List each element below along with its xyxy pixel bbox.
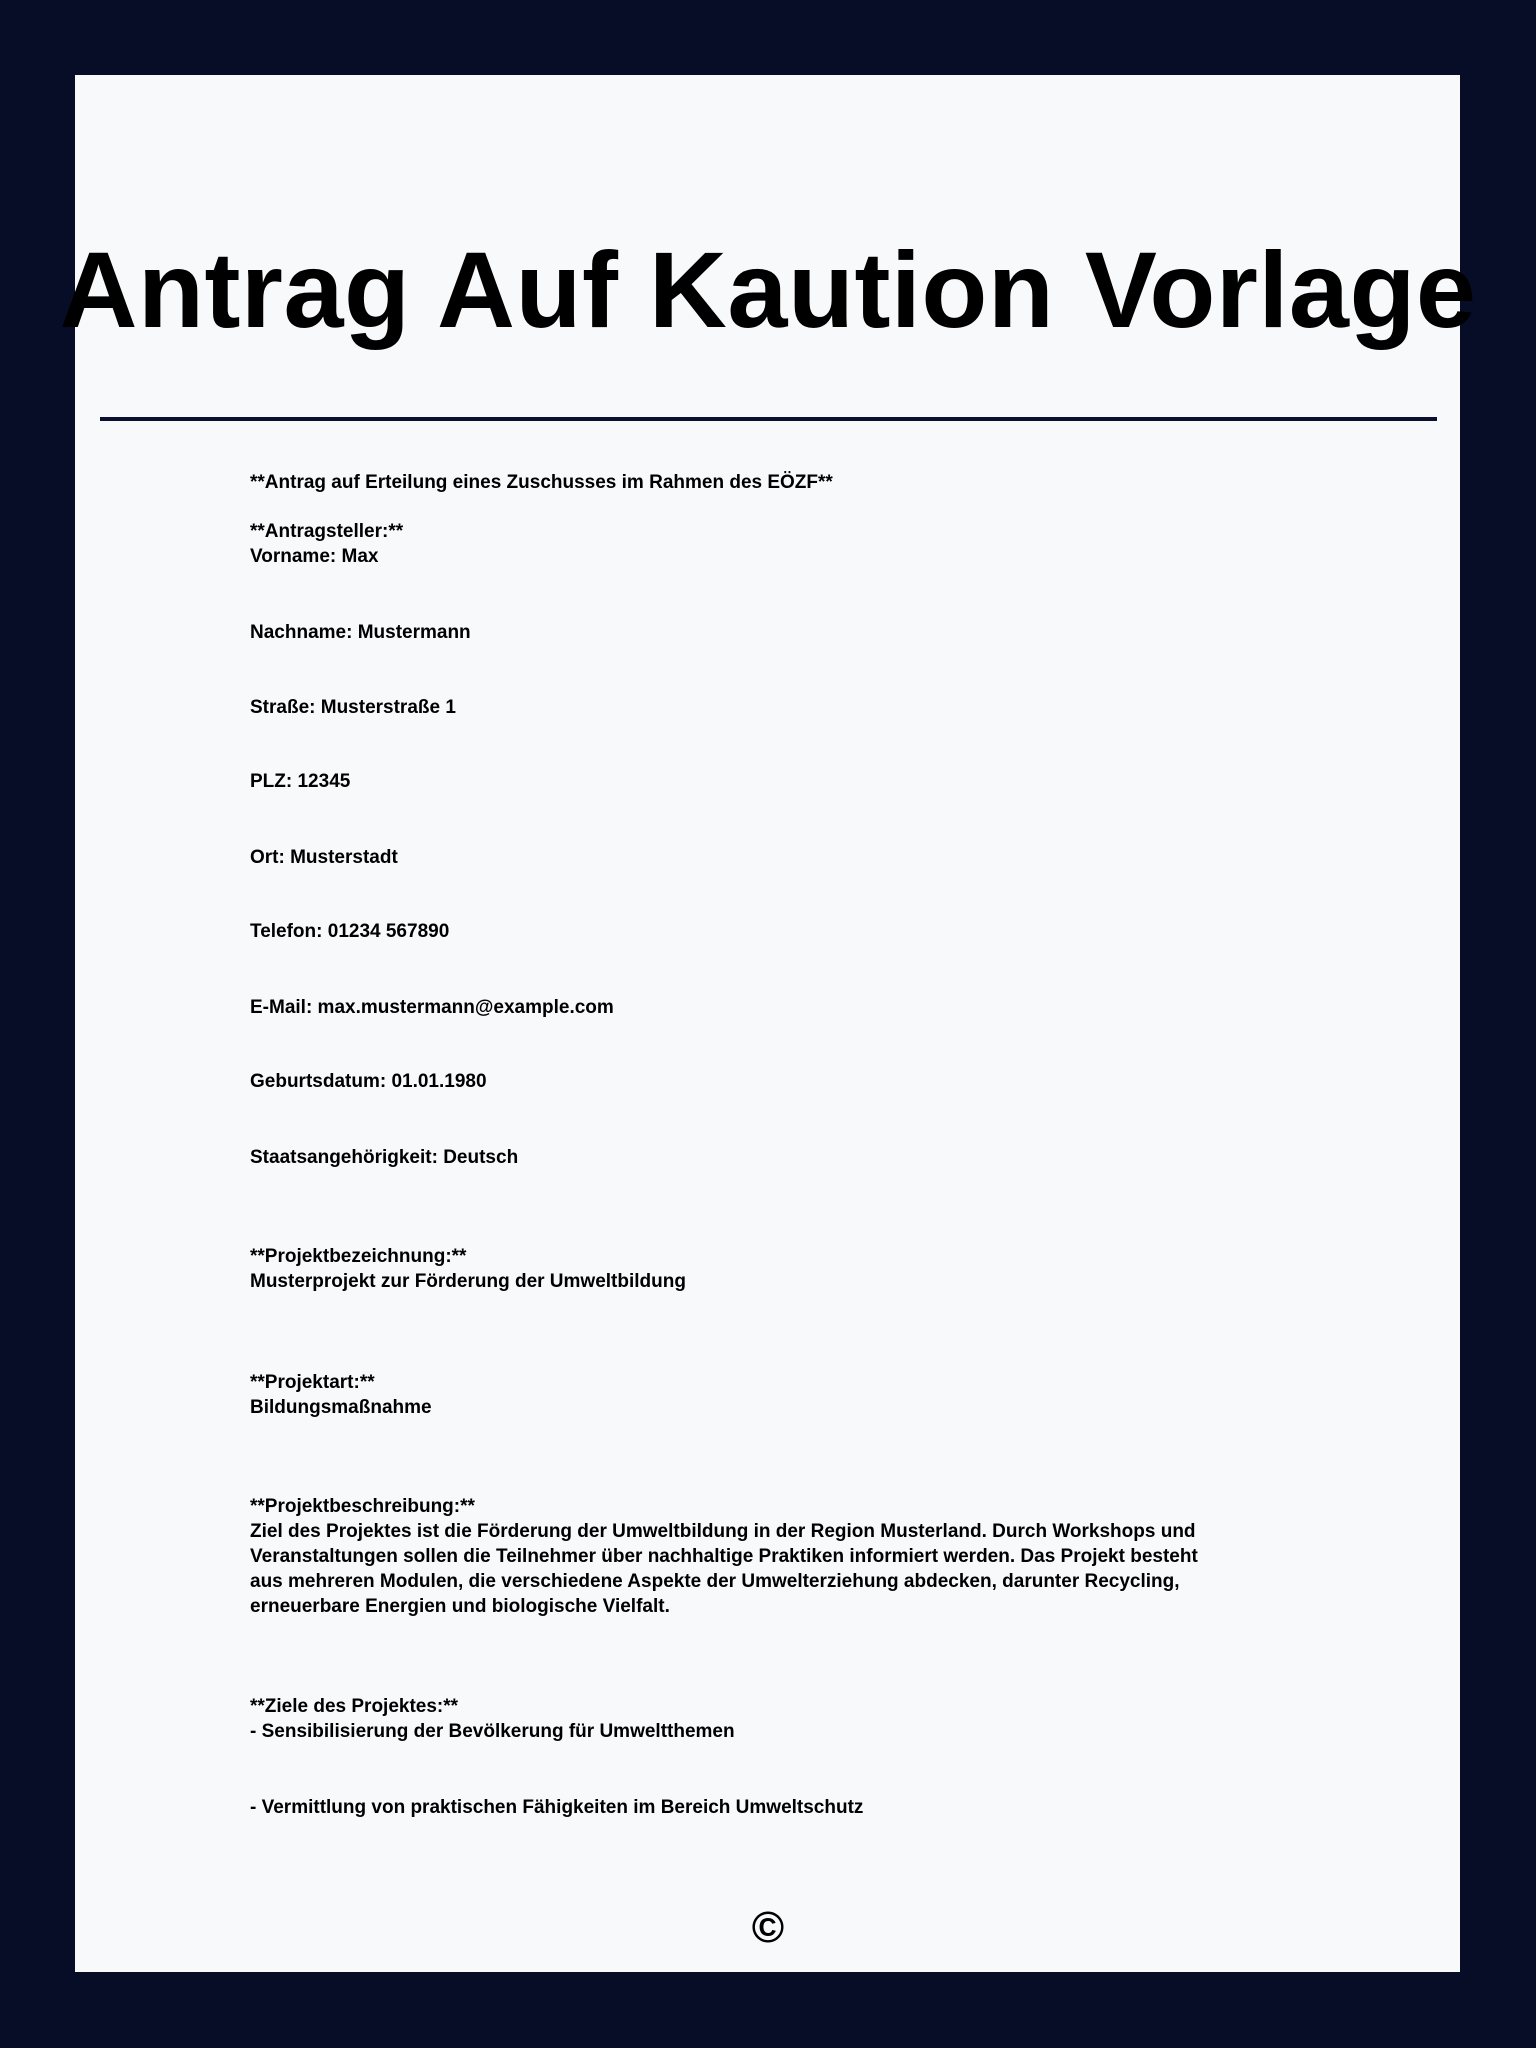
- project-description-section: [250, 1494, 1290, 1619]
- project-name-label: **Projektbezeichnung:**: [250, 1246, 467, 1267]
- description-line: aus mehreren Modulen, die verschiedene Aspekte der Umwelterziehung abdecken, darunter Recycling,: [250, 1571, 1180, 1592]
- field-birthdate: Geburtsdatum: 01.01.1980: [250, 1071, 487, 1092]
- document-heading: **Antrag auf Erteilung eines Zuschusses im Rahmen des EÖZF**: [250, 472, 833, 493]
- description-line: erneuerbare Energien und biologische Vielfalt.: [250, 1596, 670, 1617]
- goal-item: - Vermittlung von praktischen Fähigkeiten im Bereich Umweltschutz: [250, 1797, 864, 1818]
- field-first-name: Vorname: Max: [250, 546, 379, 567]
- applicant-label: **Antragsteller:**: [250, 521, 404, 542]
- document-page: [75, 75, 1460, 1972]
- project-type-value: Bildungsmaßnahme: [250, 1397, 432, 1418]
- goal-item: - Sensibilisierung der Bevölkerung für Umweltthemen: [250, 1721, 735, 1742]
- field-zip: PLZ: 12345: [250, 771, 351, 792]
- project-type-section: [250, 1370, 1290, 1420]
- goals-section: [250, 1694, 1290, 1744]
- description-line: Ziel des Projektes ist die Förderung der Umweltbildung in der Region Musterland. Durch Workshops und: [250, 1521, 1196, 1542]
- field-city: Ort: Musterstadt: [250, 847, 398, 868]
- project-type-label: **Projektart:**: [250, 1372, 375, 1393]
- field-email: E-Mail: max.mustermann@example.com: [250, 997, 614, 1018]
- field-nationality: Staatsangehörigkeit: Deutsch: [250, 1147, 519, 1168]
- project-name-value: Musterprojekt zur Förderung der Umweltbildung: [250, 1271, 686, 1292]
- copyright-icon: ©: [751, 1903, 785, 1952]
- field-phone: Telefon: 01234 567890: [250, 921, 450, 942]
- goals-label: **Ziele des Projektes:**: [250, 1696, 459, 1717]
- title-divider: [100, 417, 1437, 421]
- project-description-label: **Projektbeschreibung:**: [250, 1496, 475, 1517]
- description-line: Veranstaltungen sollen die Teilnehmer über nachhaltige Praktiken informiert werden. Das Projekt besteht: [250, 1546, 1198, 1567]
- field-street: Straße: Musterstraße 1: [250, 697, 456, 718]
- field-last-name: Nachname: Mustermann: [250, 622, 471, 643]
- page-title: Antrag Auf Kaution Vorlage: [59, 229, 1477, 350]
- project-name-section: [250, 1244, 1290, 1294]
